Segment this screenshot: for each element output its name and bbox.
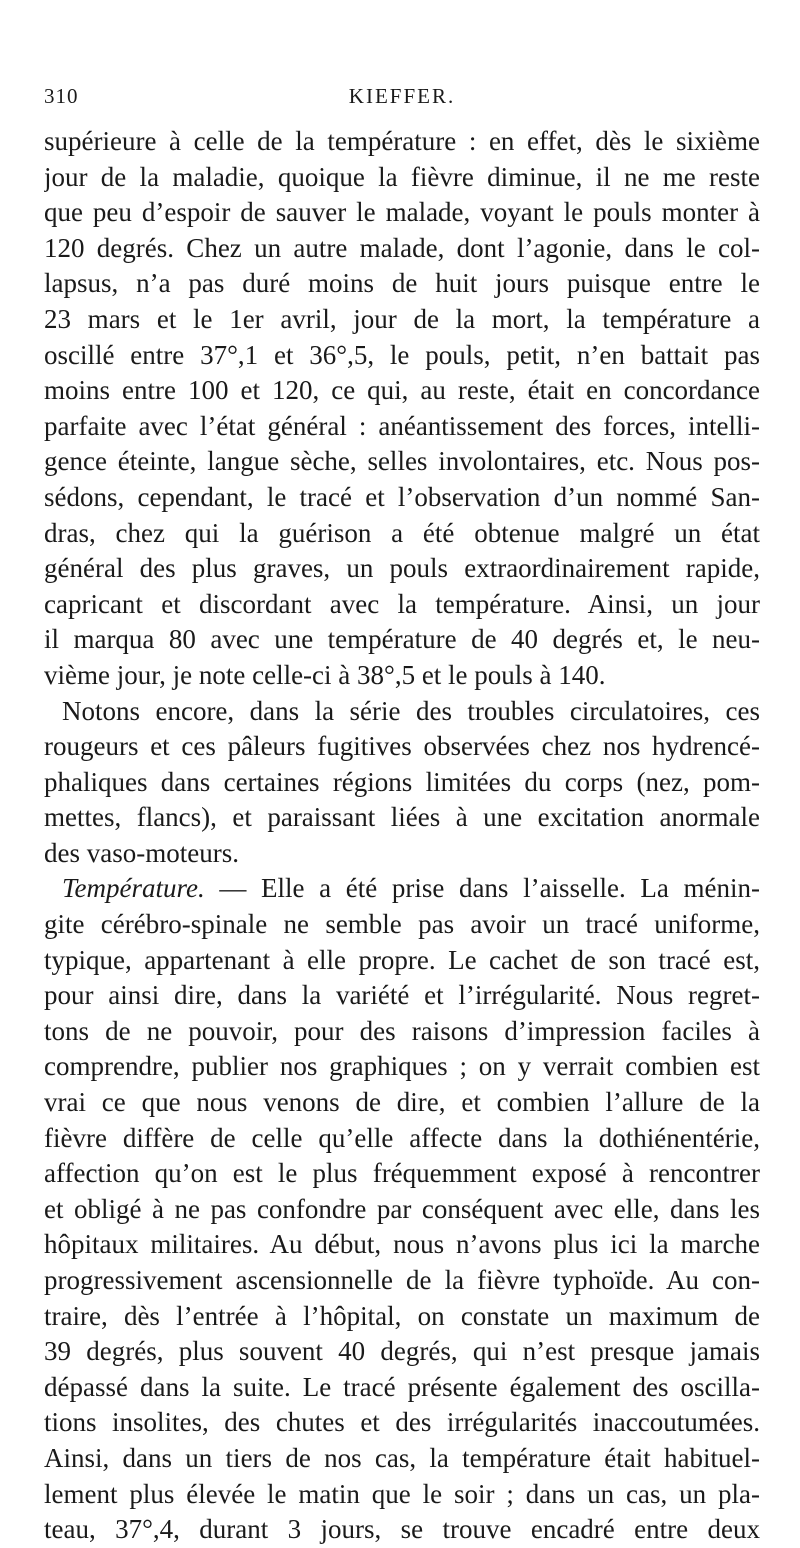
text-line bbox=[44, 1299, 760, 1335]
running-title: KIEFFER. bbox=[348, 84, 456, 108]
text-line bbox=[44, 409, 760, 445]
text-line bbox=[44, 1049, 760, 1085]
text-line bbox=[44, 836, 760, 872]
text-line bbox=[44, 1156, 760, 1192]
line-text: progressivement ascensionnelle de la fièvre typhoïde. Au con- bbox=[44, 1265, 760, 1295]
text-line bbox=[44, 765, 760, 801]
text-line bbox=[44, 1014, 760, 1050]
text-line bbox=[44, 480, 760, 516]
text-line bbox=[44, 694, 760, 730]
line-text: pour ainsi dire, dans la variété et l’irrégularité. Nous regret- bbox=[44, 980, 760, 1011]
line-text: Ainsi, dans un tiers de nos cas, la température était habituel- bbox=[44, 1442, 760, 1473]
page-number: 310 bbox=[44, 84, 79, 108]
text-line bbox=[44, 1405, 760, 1441]
line-text: — Elle a été prise dans l’aisselle. La ménin- bbox=[204, 873, 760, 904]
text-line bbox=[44, 302, 760, 338]
line-text: parfaite avec l’état général : anéantissement des forces, intelli- bbox=[44, 410, 760, 441]
line-text: moins entre 100 et 120, ce qui, au reste, était en concordance bbox=[44, 375, 760, 406]
text-line bbox=[44, 124, 760, 160]
section-heading: Température. bbox=[62, 873, 205, 904]
line-text: oscillé entre 37°,1 et 36°,5, le pouls, petit, n’en battait pas bbox=[44, 339, 760, 370]
line-text: comprendre, publier nos graphiques ; on y verrait combien est bbox=[44, 1051, 760, 1082]
line-text: mettes, flancs), et paraissant liées à une excitation anormale bbox=[44, 802, 760, 833]
text-line bbox=[44, 266, 760, 302]
text-line bbox=[44, 622, 760, 658]
text-line bbox=[44, 1227, 760, 1263]
text-line bbox=[44, 729, 760, 765]
line-text: teau, 37°,4, durant 3 jours, se trouve encadré entre deux bbox=[44, 1514, 760, 1545]
line-text: sédons, cependant, le tracé et l’observation d’un nommé San- bbox=[44, 481, 760, 512]
text-line bbox=[44, 1192, 760, 1228]
line-text: vrai ce que nous venons de dire, et combien l’allure de la bbox=[44, 1087, 760, 1118]
line-text: hôpitaux militaires. Au début, nous n’avons plus ici la marche bbox=[44, 1229, 760, 1260]
body-text bbox=[44, 124, 760, 1548]
text-line bbox=[44, 587, 760, 623]
text-line bbox=[44, 1334, 760, 1370]
line-text: jour de la maladie, quoique la fièvre diminue, il ne me reste bbox=[44, 161, 760, 192]
text-line bbox=[44, 1370, 760, 1406]
text-line bbox=[44, 516, 760, 552]
text-line bbox=[44, 551, 760, 587]
line-text: général des plus graves, un pouls extraordinairement rapide, bbox=[44, 553, 760, 584]
line-text: fièvre diffère de celle qu’elle affecte dans la dothiénentérie, bbox=[44, 1122, 760, 1153]
line-text: capricant et discordant avec la température. Ainsi, un jour bbox=[44, 588, 760, 619]
line-text: phaliques dans certaines régions limitées du corps (nez, pom- bbox=[44, 766, 760, 797]
line-text: traire, dès l’entrée à l’hôpital, on constate un maximum de bbox=[44, 1300, 760, 1331]
line-text: supérieure à celle de la température : en effet, dès le sixième bbox=[44, 126, 760, 156]
line-text: que peu d’espoir de sauver le malade, voyant le pouls monter à bbox=[44, 197, 760, 228]
text-line bbox=[44, 195, 760, 231]
running-head bbox=[44, 84, 760, 112]
text-line bbox=[44, 1512, 760, 1548]
text-line bbox=[44, 444, 760, 480]
text-line bbox=[44, 1477, 760, 1513]
text-line bbox=[44, 1121, 760, 1157]
line-text: tons de ne pouvoir, pour des raisons d’impression faciles à bbox=[44, 1015, 760, 1046]
text-line bbox=[44, 373, 760, 409]
line-text: dépassé dans la suite. Le tracé présente également des oscilla- bbox=[44, 1371, 760, 1402]
line-text: vième jour, je note celle-ci à 38°,5 et le pouls à 140. bbox=[44, 659, 606, 690]
line-text: rougeurs et ces pâleurs fugitives observées chez nos hydrencé- bbox=[44, 731, 760, 762]
line-text: lement plus élevée le matin que le soir ; dans un cas, un pla- bbox=[44, 1478, 760, 1509]
text-line bbox=[44, 943, 760, 979]
text-line bbox=[44, 658, 760, 694]
line-text: Notons encore, dans la série des troubles circulatoires, ces bbox=[62, 695, 760, 726]
text-line bbox=[44, 1085, 760, 1121]
text-line bbox=[44, 871, 760, 907]
line-text: il marqua 80 avec une température de 40 degrés et, le neu- bbox=[44, 624, 760, 655]
text-line bbox=[44, 1263, 760, 1299]
line-text: et obligé à ne pas confondre par conséquent avec elle, dans les bbox=[44, 1193, 760, 1224]
text-line bbox=[44, 978, 760, 1014]
line-text: gite cérébro-spinale ne semble pas avoir un tracé uniforme, bbox=[44, 909, 760, 940]
line-text: tions insolites, des chutes et des irrégularités inaccoutumées. bbox=[44, 1407, 760, 1438]
line-text: lapsus, n’a pas duré moins de huit jours puisque entre le bbox=[44, 268, 760, 299]
text-line bbox=[44, 1441, 760, 1477]
line-text: 39 degrés, plus souvent 40 degrés, qui n’est presque jamais bbox=[44, 1336, 760, 1367]
text-line bbox=[44, 231, 760, 267]
line-text: gence éteinte, langue sèche, selles involontaires, etc. Nous pos- bbox=[44, 446, 760, 477]
line-text: affection qu’on est le plus fréquemment exposé à rencontrer bbox=[44, 1158, 760, 1189]
text-line bbox=[44, 907, 760, 943]
line-text: dras, chez qui la guérison a été obtenue malgré un état bbox=[44, 517, 760, 548]
text-line bbox=[44, 800, 760, 836]
text-line bbox=[44, 160, 760, 196]
line-text: 120 degrés. Chez un autre malade, dont l’agonie, dans le col- bbox=[44, 232, 760, 263]
text-line bbox=[44, 338, 760, 374]
line-text: typique, appartenant à elle propre. Le cachet de son tracé est, bbox=[44, 944, 760, 975]
line-text: 23 mars et le 1er avril, jour de la mort, la température a bbox=[44, 303, 760, 334]
line-text: des vaso-moteurs. bbox=[44, 837, 239, 868]
